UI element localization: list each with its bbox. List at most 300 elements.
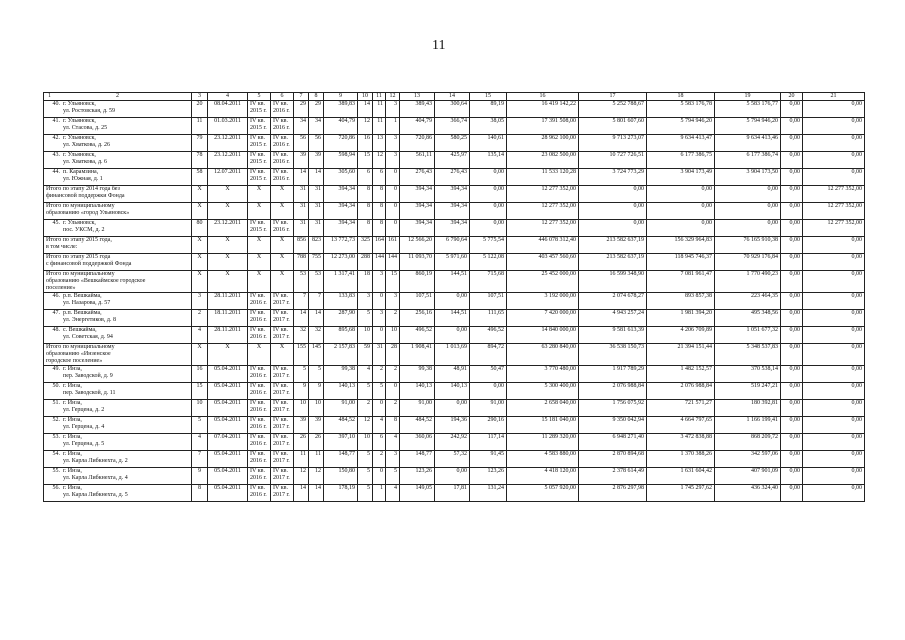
quarter-line: IV кв. [273,434,288,440]
cell-c13: 496,52 [400,327,435,344]
cell-c16: 12 277 352,00 [507,186,579,203]
cell-c18: 4 664 797,65 [647,417,715,434]
cell-c13: 561,11 [400,152,435,169]
cell-c4: 28.11.2011 [208,327,248,344]
cell-c21: 0,00 [803,485,865,502]
cell-c18: 0,00 [647,220,715,237]
cell-c6 [271,293,294,310]
cell-c15: 290,16 [470,417,507,434]
table-row [44,118,865,135]
address-street: ул. Карла Либкнехта, д. 2 [63,458,128,464]
cell-c21: 0,00 [803,118,865,135]
column-number: 3 [192,93,208,101]
address-street: ул. Герцена, д. 5 [63,441,105,447]
row-number: 54. [52,451,60,457]
cell-c9: 397,10 [324,434,358,451]
address-street: ул. Назарова, д. 57 [63,300,111,306]
cell-c12: 10 [386,327,400,344]
cell-c19: 0,00 [715,220,781,237]
cell-c17: 36 538 150,73 [579,344,647,366]
cell-c13: 360,06 [400,434,435,451]
cell-c19: 1 770 490,23 [715,271,781,293]
cell-c13: 91,00 [400,400,435,417]
cell-c7: 39 [294,152,309,169]
quarter-line: IV кв. [250,152,265,158]
table-row [44,366,865,383]
cell-c15: 0,00 [470,203,507,220]
cell-c5 [248,434,271,451]
column-number: 4 [208,93,248,101]
column-number-row [44,93,865,101]
column-number: 20 [781,93,803,101]
address-line [46,101,189,108]
subtotal-label-line: в том числе: [46,244,78,250]
cell-c9: 1 317,41 [324,271,358,293]
cell-c4: 23.12.2011 [208,220,248,237]
cell-c16: 7 420 000,00 [507,310,579,327]
address-line [46,310,189,317]
row-number: 40. [52,101,60,107]
cell-c20: 0,00 [781,468,803,485]
cell-c16: 17 391 508,00 [507,118,579,135]
row-number: 47. [52,310,60,316]
cell-c16: 5 300 400,00 [507,383,579,400]
cell-c5 [248,327,271,344]
cell-c6: X [271,186,294,203]
cell-c19: 495 348,56 [715,310,781,327]
cell-c11: 6 [373,169,386,186]
quarter-line: 2016 г. [273,227,290,233]
cell-c5 [248,135,271,152]
cell-c12: 0 [386,186,400,203]
cell-c15: 91,00 [470,400,507,417]
table-row [44,468,865,485]
cell-c18: 1 631 604,42 [647,468,715,485]
address-cell [44,152,192,169]
cell-c4: 18.11.2011 [208,310,248,327]
cell-c18: 21 394 151,44 [647,344,715,366]
cell-c13: 394,34 [400,220,435,237]
cell-c10: 15 [358,152,373,169]
cell-c16: 11 289 320,00 [507,434,579,451]
cell-c12: 15 [386,271,400,293]
cell-c15: 50,47 [470,366,507,383]
cell-c9: 389,83 [324,101,358,118]
subtotal-label-line: образованию «Вешкаймское городское [46,278,146,284]
cell-c20: 0,00 [781,327,803,344]
cell-c3: 8 [192,485,208,502]
cell-c5 [248,451,271,468]
address-city: г. Инза, [63,468,82,474]
row-number: 41. [52,118,60,124]
address-street: пер. Заводской, д. 11 [63,390,116,396]
cell-c4: 12.07.2011 [208,169,248,186]
subtotal-row [44,203,865,220]
cell-c20: 0,00 [781,237,803,254]
cell-c5 [248,468,271,485]
column-number: 13 [400,93,435,101]
quarter-line: IV кв. [250,485,265,491]
address-cell [44,101,192,118]
cell-c12: 2 [386,366,400,383]
address-street: ул. Герцена, д. 2 [63,407,105,413]
quarter-line: 2017 г. [273,317,290,323]
cell-c9: 720,86 [324,135,358,152]
cell-c20: 0,00 [781,254,803,271]
cell-c13: 1 908,41 [400,344,435,366]
quarter-line: IV кв. [273,293,288,299]
cell-c19: 0,00 [715,203,781,220]
cell-c5 [248,400,271,417]
cell-c9: 13 772,73 [324,237,358,254]
column-number: 6 [271,93,294,101]
cell-c9: 140,13 [324,383,358,400]
cell-c15: 140,61 [470,135,507,152]
cell-c11: 4 [373,417,386,434]
address-city: г. Инза, [63,383,82,389]
cell-c19: 342 597,06 [715,451,781,468]
cell-c3: 15 [192,383,208,400]
column-number: 5 [248,93,271,101]
subtotal-row [44,186,865,203]
cell-c15: 131,24 [470,485,507,502]
cell-c17: 16 599 348,90 [579,271,647,293]
cell-c13: 404,79 [400,118,435,135]
address-line [46,451,189,458]
cell-c6 [271,417,294,434]
cell-c20: 0,00 [781,434,803,451]
cell-c8: 145 [309,344,324,366]
cell-c10: 2 [358,400,373,417]
cell-c12: 0 [386,203,400,220]
cell-c18: 5 583 176,78 [647,101,715,118]
quarter-line: IV кв. [250,118,265,124]
table-row [44,451,865,468]
cell-c11: 0 [373,293,386,310]
cell-c5 [248,485,271,502]
cell-c17: 2 076 988,84 [579,383,647,400]
cell-c3: X [192,271,208,293]
cell-c17: 0,00 [579,186,647,203]
column-number: 7 [294,93,309,101]
column-number-1-2 [44,93,192,101]
address-cell [44,135,192,152]
row-number: 43. [52,152,60,158]
cell-c4: 05.04.2011 [208,417,248,434]
cell-c16: 12 277 352,00 [507,220,579,237]
quarter-line: 2015 г. [250,108,267,114]
cell-c6 [271,485,294,502]
cell-c7: 12 [294,468,309,485]
subtotal-label-cell [44,186,192,203]
cell-c20: 0,00 [781,186,803,203]
cell-c15: 107,51 [470,293,507,310]
quarter-line: IV кв. [250,434,265,440]
cell-c11: 2 [373,451,386,468]
cell-c5: X [248,237,271,254]
cell-c15: 0,00 [470,186,507,203]
cell-c4: 05.04.2011 [208,383,248,400]
quarter-line: IV кв. [250,383,265,389]
quarter-line: 2017 г. [273,390,290,396]
cell-c13: 484,52 [400,417,435,434]
subtotal-label-cell [44,237,192,254]
cell-c19: 6 177 386,74 [715,152,781,169]
cell-c15: 0,00 [470,383,507,400]
cell-c16: 3 770 480,00 [507,366,579,383]
cell-c8: 56 [309,135,324,152]
cell-c10: 5 [358,383,373,400]
cell-c10: 8 [358,186,373,203]
cell-c21: 12 277 352,00 [803,203,865,220]
cell-c14: 394,34 [435,220,470,237]
housing-relocation-table [43,92,865,502]
quarter-line: 2016 г. [273,159,290,165]
quarter-line: IV кв. [273,310,288,316]
address-cell [44,383,192,400]
cell-c10: 8 [358,203,373,220]
cell-c3: X [192,203,208,220]
cell-c11: 144 [373,254,386,271]
subtotal-label-cell [44,203,192,220]
cell-c15: 894,72 [470,344,507,366]
address-line [46,220,189,227]
cell-c14: 394,34 [435,203,470,220]
quarter-line: 2016 г. [250,407,267,413]
cell-c9: 598,94 [324,152,358,169]
cell-c16: 23 082 500,00 [507,152,579,169]
cell-c17: 5 801 607,60 [579,118,647,135]
cell-c13: 107,51 [400,293,435,310]
cell-c12: 8 [386,417,400,434]
cell-c10: 325 [358,237,373,254]
quarter-line: 2017 г. [273,373,290,379]
cell-c16: 12 277 352,00 [507,203,579,220]
cell-c20: 0,00 [781,451,803,468]
cell-c15: 0,00 [470,169,507,186]
cell-c21: 0,00 [803,152,865,169]
cell-c11: 11 [373,118,386,135]
cell-c21: 0,00 [803,383,865,400]
cell-c6 [271,400,294,417]
quarter-line: IV кв. [250,400,265,406]
cell-c3: 7 [192,451,208,468]
cell-c7: 788 [294,254,309,271]
address-line [46,327,189,334]
cell-c9: 91,00 [324,400,358,417]
cell-c5 [248,118,271,135]
cell-c8: 5 [309,366,324,383]
cell-c12: 161 [386,237,400,254]
cell-c17: 9 350 042,94 [579,417,647,434]
cell-c12: 3 [386,101,400,118]
cell-c11: 2 [373,366,386,383]
cell-c21: 12 277 352,00 [803,220,865,237]
cell-c14: 394,34 [435,186,470,203]
column-number: 16 [507,93,579,101]
cell-c13: 148,77 [400,451,435,468]
cell-c17: 9 713 273,07 [579,135,647,152]
address-street: ул. Советская, д. 94 [63,334,113,340]
address-cell [44,118,192,135]
cell-c14: 48,91 [435,366,470,383]
cell-c3: 10 [192,400,208,417]
cell-c20: 0,00 [781,101,803,118]
cell-c12: 2 [386,310,400,327]
cell-c14: 242,92 [435,434,470,451]
cell-c18: 6 177 386,75 [647,152,715,169]
cell-c9: 2 157,83 [324,344,358,366]
cell-c11: 3 [373,310,386,327]
column-number: 18 [647,93,715,101]
cell-c4: 05.04.2011 [208,451,248,468]
address-city: г. Инза, [63,417,82,423]
cell-c5: X [248,344,271,366]
table-row [44,293,865,310]
address-line [46,118,189,125]
row-number: 49. [52,366,60,372]
cell-c13: 99,38 [400,366,435,383]
subtotal-label-line: Итого по муниципальному [46,203,115,209]
address-cell [44,485,192,502]
cell-c8: 12 [309,468,324,485]
cell-c14: 194,36 [435,417,470,434]
address-cell [44,366,192,383]
cell-c8: 34 [309,118,324,135]
subtotal-label-line: образованию «Инзенское [46,351,111,357]
cell-c12: 0 [386,383,400,400]
cell-c16: 2 658 040,00 [507,400,579,417]
table-row [44,400,865,417]
subtotal-label-line: городское поселение» [46,358,103,364]
address-line [46,400,189,407]
address-street: ул. Хваткова, д. 6 [63,159,108,165]
address-city: р.п. Вешкайма, [63,310,102,316]
cell-c11: 6 [373,434,386,451]
cell-c16: 28 962 100,00 [507,135,579,152]
cell-c7: 10 [294,400,309,417]
cell-c6: X [271,254,294,271]
cell-c20: 0,00 [781,203,803,220]
cell-c10: 12 [358,417,373,434]
cell-c4: X [208,237,248,254]
cell-c7: 11 [294,451,309,468]
cell-c21: 0,00 [803,254,865,271]
subtotal-row [44,344,865,366]
cell-c10: 59 [358,344,373,366]
cell-c7: 856 [294,237,309,254]
cell-c19: 5 348 537,83 [715,344,781,366]
cell-c15: 123,26 [470,468,507,485]
address-cell [44,417,192,434]
row-number: 53. [52,434,60,440]
cell-c13: 394,34 [400,186,435,203]
quarter-line: 2016 г. [250,424,267,430]
cell-c18: 3 904 173,49 [647,169,715,186]
quarter-line: IV кв. [250,220,265,226]
column-number: 15 [470,93,507,101]
cell-c19: 407 901,09 [715,468,781,485]
quarter-line: 2017 г. [273,441,290,447]
cell-c19: 9 634 413,46 [715,135,781,152]
cell-c3: 80 [192,220,208,237]
address-cell [44,468,192,485]
address-city: г. Инза, [63,366,82,372]
cell-c15: 135,14 [470,152,507,169]
address-city: с. Вешкайма, [63,327,97,333]
cell-c4: 05.04.2011 [208,400,248,417]
cell-c11: 0 [373,327,386,344]
cell-c14: 144,51 [435,271,470,293]
address-city: г. Инза, [63,400,82,406]
cell-c13: 140,13 [400,383,435,400]
cell-c6 [271,118,294,135]
cell-c5 [248,152,271,169]
cell-c17: 2 876 297,98 [579,485,647,502]
quarter-line: IV кв. [273,152,288,158]
row-number: 45. [52,220,60,226]
cell-c3: 20 [192,101,208,118]
cell-c16: 11 533 120,28 [507,169,579,186]
address-cell [44,400,192,417]
subtotal-label-line: Итого по этапу 2015 года, [46,237,112,243]
address-city: г. Инза, [63,485,82,491]
cell-c7: 14 [294,310,309,327]
row-number: 46. [52,293,60,299]
row-number: 44. [52,169,60,175]
cell-c12: 0 [386,220,400,237]
row-number: 52. [52,417,60,423]
cell-c3: 2 [192,310,208,327]
cell-c7: 39 [294,417,309,434]
cell-c9: 150,80 [324,468,358,485]
cell-c20: 0,00 [781,417,803,434]
cell-c21: 0,00 [803,451,865,468]
column-number: 17 [579,93,647,101]
cell-c17: 4 943 257,24 [579,310,647,327]
address-line [46,135,189,142]
cell-c5 [248,169,271,186]
cell-c8: 9 [309,383,324,400]
column-number: 8 [309,93,324,101]
row-number: 48. [52,327,60,333]
cell-c20: 0,00 [781,118,803,135]
quarter-line: IV кв. [250,135,265,141]
quarter-line: 2016 г. [250,475,267,481]
cell-c7: 29 [294,101,309,118]
cell-c8: 29 [309,101,324,118]
cell-c9: 287,90 [324,310,358,327]
address-street: ул. Ростовская, д. 59 [63,108,116,114]
cell-c21: 12 277 352,00 [803,186,865,203]
cell-c20: 0,00 [781,366,803,383]
address-street: ул. Карла Либкнехта, д. 5 [63,492,128,498]
subtotal-label-line: образованию «город Ульяновск» [46,210,130,216]
cell-c5 [248,293,271,310]
subtotal-label-cell [44,254,192,271]
quarter-line: 2016 г. [250,492,267,498]
cell-c15: 715,68 [470,271,507,293]
cell-c14: 276,43 [435,169,470,186]
cell-c6 [271,220,294,237]
cell-c10: 288 [358,254,373,271]
cell-c18: 2 076 988,84 [647,383,715,400]
quarter-line: 2016 г. [273,125,290,131]
cell-c17: 213 582 637,19 [579,237,647,254]
cell-c18: 5 794 946,20 [647,118,715,135]
address-line [46,152,189,159]
cell-c18: 4 206 709,89 [647,327,715,344]
